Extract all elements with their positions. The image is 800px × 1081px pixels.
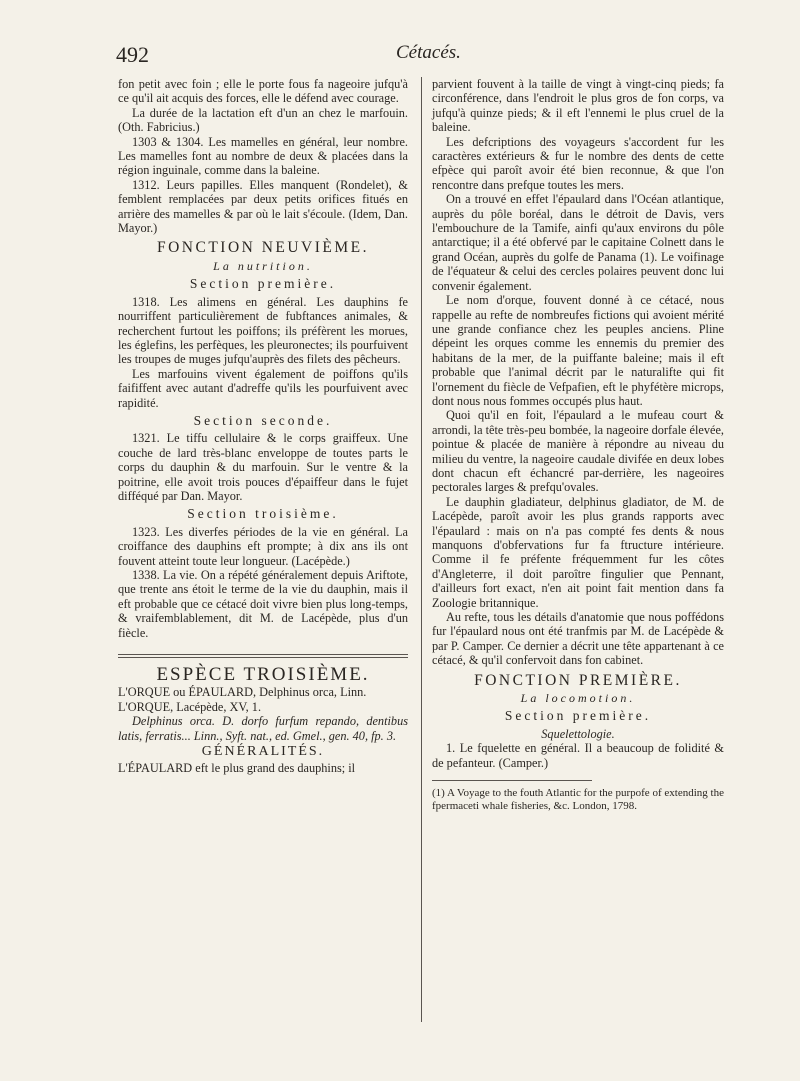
section-heading: Section seconde.: [193, 412, 333, 428]
paragraph: 1321. Le tiffu cellulaire & le corps graiffeux. Une couche de lard très-blanc enveloppe de toutes parts le corps du dauphin & du marfouin. Sur le ventre & la poitrine, elle avoit trois pouces d'épaiffeur dans le fujet difféqué par Dan. Mayor.: [118, 431, 408, 503]
section-heading: Section première.: [504, 708, 652, 724]
fonction-heading: FONCTION NEUVIÈME.: [156, 239, 370, 257]
species-name: L'ORQUE ou ÉPAULARD, Delphinus orca, Linn.: [118, 685, 367, 700]
section-heading: Section troisième.: [187, 506, 339, 522]
section-heading: Section première.: [189, 276, 337, 292]
paragraph: Le nom d'orque, fouvent donné à ce cétacé, nous rappelle au refte de nombreufes fictions qui avoient mérité une grande confiance chez les peuples anciens. Pline dépeint les orques comme les ennemis du premier des habitans de la mer, de la puiffante baleine; mais il eft probable que l'animal décrit par le naturalifte qui fit l'ornement du fiècle de Vefpafien, eft le phyfétère microps, dont nous nous fommes occupés plus haut.: [432, 293, 724, 408]
running-title: Cétacés.: [396, 42, 461, 63]
paragraph: On a trouvé en effet l'épaulard dans l'Océan atlantique, auprès du pôle boréal, dans le détroit de Davis, vers l'embouchure de la Tamife, ainfi qu'aux environs du pôle antarctique; il a été obfervé par le capitaine Colnett dans le grand Océan, auprès du golfe de Panama (1). Le voifinage de l'équateur & celui des cercles polaires peuvent donc lui convenir également.: [432, 192, 724, 293]
column-divider: [421, 77, 422, 1022]
paragraph: 1303 & 1304. Les mamelles en général, leur nombre. Les mamelles font au nombre de deux & placées dans la région inguinale, comme dans la baleine.: [118, 134, 408, 178]
fonction-heading: FONCTION PREMIÈRE.: [474, 671, 682, 689]
fonction-subheading: La nutrition.: [213, 258, 313, 273]
paragraph: La durée de la lactation eft d'un an chez le marfouin. (Oth. Fabricius.): [118, 105, 408, 135]
paragraph: parvient fouvent à la taille de vingt à vingt-cinq pieds; fa circonférence, dans l'endroit le plus gros de fon corps, va jufqu'à quinze pieds; & il eft l'ennemi le plus cruel de la baleine.: [432, 77, 724, 135]
paragraph: Au refte, tous les détails d'anatomie que nous poffédons fur l'épaulard nous ont été tranfmis par M. de Lacépède & par P. Camper. Ce dernier a décrit une tête appartenant à ce cétacé, & qu'il confervoit dans fon cabinet.: [432, 610, 724, 668]
paragraph: Le dauphin gladiateur, delphinus gladiator, de M. de Lacépède, paroît avoir les plus grands rapports avec l'épaulard : mais on n'a pas compté fes dents & nous manquons d'obfervations fur fa ftructure intérieure. Comme il fe préfente fréquemment fur les côtes d'Angleterre, il doit paroître fingulier que Pennant, d'ailleurs fort exact, n'en ait point fait mention dans fa Zoologie britannique.: [432, 494, 724, 610]
paragraph: 1318. Les alimens en général. Les dauphins fe nourriffent particulièrement de fubftances animales, & recherchent furtout les poiffons; ils préfèrent les morues, les églefins, les perfèques, les pleuronectes; ils pourfuivent les troupes de muges jufqu'auprès des filets des pêcheurs.: [118, 294, 408, 367]
species-citation: Delphinus orca. D. dorfo furfum repando, dentibus latis, ferratis... Linn., Syft. nat., ed. Gmel., gen. 40, fp. 3.: [118, 714, 408, 743]
paragraph: L'ÉPAULARD eft le plus grand des dauphins; il: [118, 761, 356, 776]
left-column: [118, 77, 408, 776]
paragraph: fon petit avec foin ; elle le porte fous fa nageoire jufqu'à ce qu'il ait acquis des forces, elle le défend avec courage.: [118, 77, 408, 106]
page-number: 492: [116, 42, 149, 67]
species-synonym: L'ORQUE, Lacépède, XV, 1.: [118, 699, 262, 714]
paragraph: Les defcriptions des voyageurs s'accordent fur les caractères extérieurs & fur le nombre des dents de cette efpèce qui paroît avoir été bien reconnue, & que l'on rencontre dans prefque toutes les mers.: [432, 134, 724, 192]
footnote: (1) A Voyage to the fouth Atlantic for the purpofe of extending the fpermaceti whale fisheries, &c. London, 1798.: [432, 787, 724, 813]
generalites-heading: GÉNÉRALITÉS.: [201, 744, 325, 760]
footnote-rule: [432, 780, 592, 781]
paragraph: 1338. La vie. On a répété généralement depuis Ariftote, que trente ans étoit le terme de la vie du dauphin, mais il eft probable que ce cétacé doit vivre bien plus long-temps, & vraifemblablement, dit M. de Lacépède, plus d'un fiècle.: [118, 568, 408, 640]
paragraph: Les marfouins vivent également de poiffons qu'ils faififfent avec autant d'adreffe qu'ils les pourfuivent avec rapidité.: [118, 366, 408, 410]
fonction-subheading: La locomotion.: [520, 691, 636, 706]
right-column: [432, 77, 724, 813]
paragraph: 1323. Les diverfes périodes de la vie en général. La croiffance des dauphins eft prompte; à dix ans ils ont fouvent atteint toute leur longueur. (Lacépède.): [118, 524, 408, 568]
section-subheading: Squelettologie.: [541, 726, 615, 741]
page-header: [116, 42, 676, 72]
espece-heading: ESPÈCE TROISIÈME.: [156, 664, 370, 686]
paragraph: 1. Le fquelette en général. Il a beaucoup de folidité & de pefanteur. (Camper.): [432, 741, 724, 770]
double-rule: [118, 654, 408, 658]
paragraph: 1312. Leurs papilles. Elles manquent (Rondelet), & femblent remplacées par deux petits orifices fitués en arrière des mamelles & par où le lait s'écoule. (Idem, Dan. Mayor.): [118, 177, 408, 236]
paragraph: Quoi qu'il en foit, l'épaulard a le mufeau court & arrondi, la tête très-peu bombée, la nageoire dorfale élevée, pointue & placée de manière à répondre au niveau du milieu du ventre, la nageoire caudale divifée en deux lobes dont chacun eft échancré par-derrière, les nageoires pectorales larges & prefqu'ovales.: [432, 408, 724, 495]
